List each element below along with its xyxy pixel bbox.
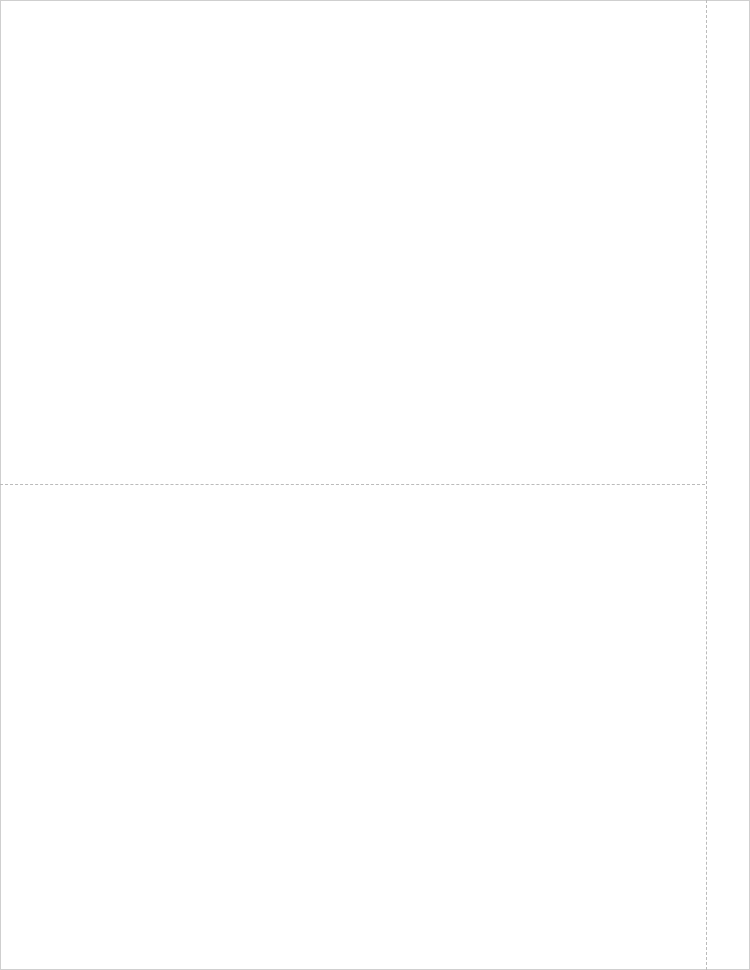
perforation-horizontal bbox=[0, 484, 705, 485]
perforation-vertical bbox=[706, 0, 707, 970]
